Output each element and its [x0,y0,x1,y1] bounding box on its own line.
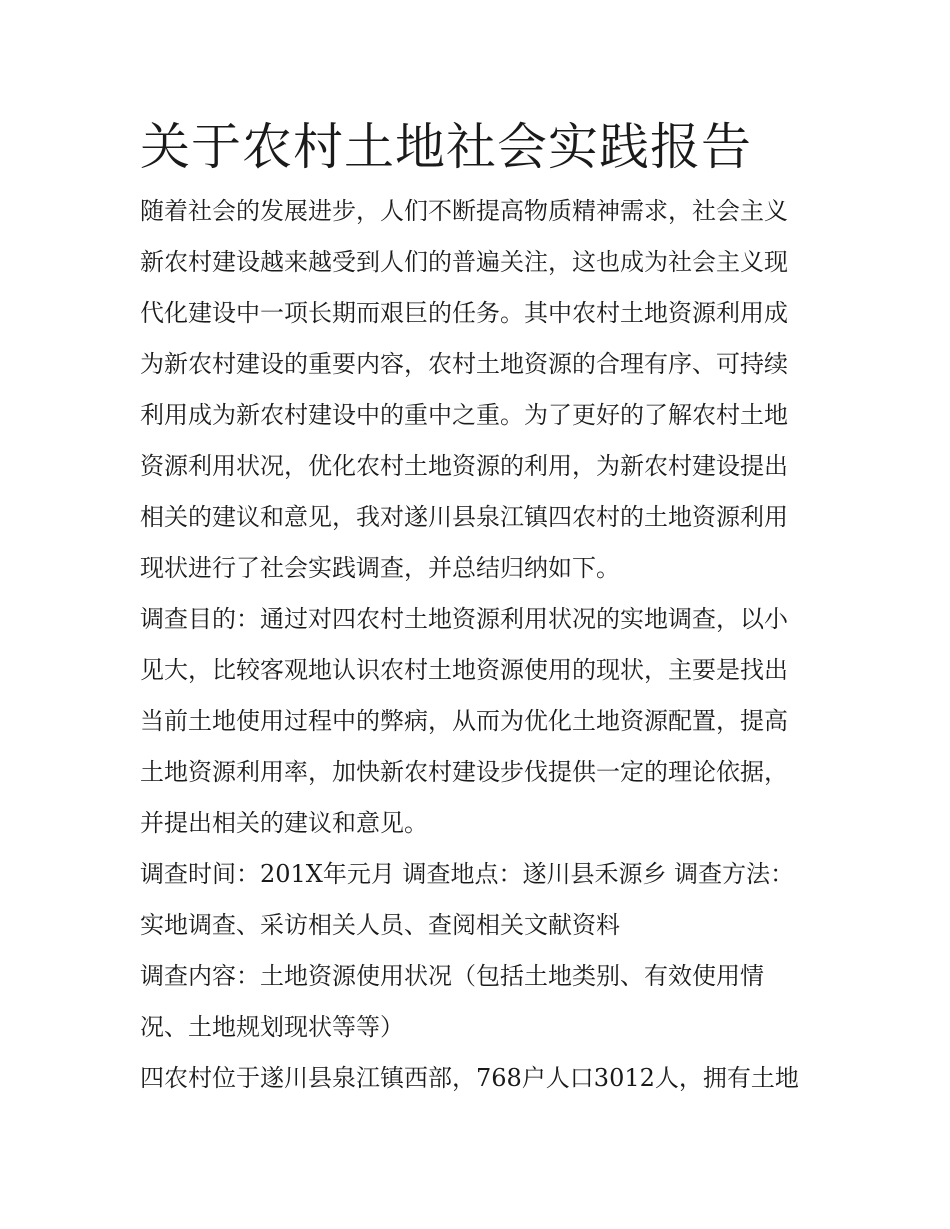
text-line: 并提出相关的建议和意见。 [140,809,428,837]
text-line: 实地调查、采访相关人员、查阅相关文献资料 [140,911,620,939]
text-line: 新农村建设越来越受到人们的普遍关注，这也成为社会主义现 [140,248,788,276]
text-line: 四农村位于遂川县泉江镇西部，768户人口3012人，拥有土地 [140,1064,799,1092]
intro-paragraph [140,186,820,594]
village-paragraph [140,1053,820,1104]
text-line: 相关的建议和意见，我对遂川县泉江镇四农村的土地资源利用 [140,503,788,531]
text-line: 见大，比较客观地认识农村土地资源使用的现状，主要是找出 [140,656,788,684]
content-paragraph [140,951,820,1053]
text-line: 况、土地规划现状等等） [140,1013,404,1041]
text-line: 土地资源利用率，加快新农村建设步伐提供一定的理论依据， [140,758,788,786]
text-line: 现状进行了社会实践调查，并总结归纳如下。 [140,554,620,582]
purpose-paragraph [140,594,820,849]
text-line: 为新农村建设的重要内容，农村土地资源的合理有序、可持续 [140,350,788,378]
text-line: 调查目的：通过对四农村土地资源利用状况的实地调查，以小 [140,605,788,633]
document-page [140,112,820,1104]
time-place-method-paragraph [140,849,820,951]
document-title: 关于农村土地社会实践报告 [140,118,752,176]
text-line: 随着社会的发展进步，人们不断提高物质精神需求，社会主义 [140,197,788,225]
text-line: 当前土地使用过程中的弊病，从而为优化土地资源配置，提高 [140,707,788,735]
text-line: 利用成为新农村建设中的重中之重。为了更好的了解农村土地 [140,401,788,429]
text-line: 调查时间：201X年元月 调查地点：遂川县禾源乡 调查方法： [140,860,795,888]
text-line: 调查内容：土地资源使用状况（包括土地类别、有效使用情 [140,962,764,990]
text-line: 资源利用状况，优化农村土地资源的利用，为新农村建设提出 [140,452,788,480]
text-line: 代化建设中一项长期而艰巨的任务。其中农村土地资源利用成 [140,299,788,327]
